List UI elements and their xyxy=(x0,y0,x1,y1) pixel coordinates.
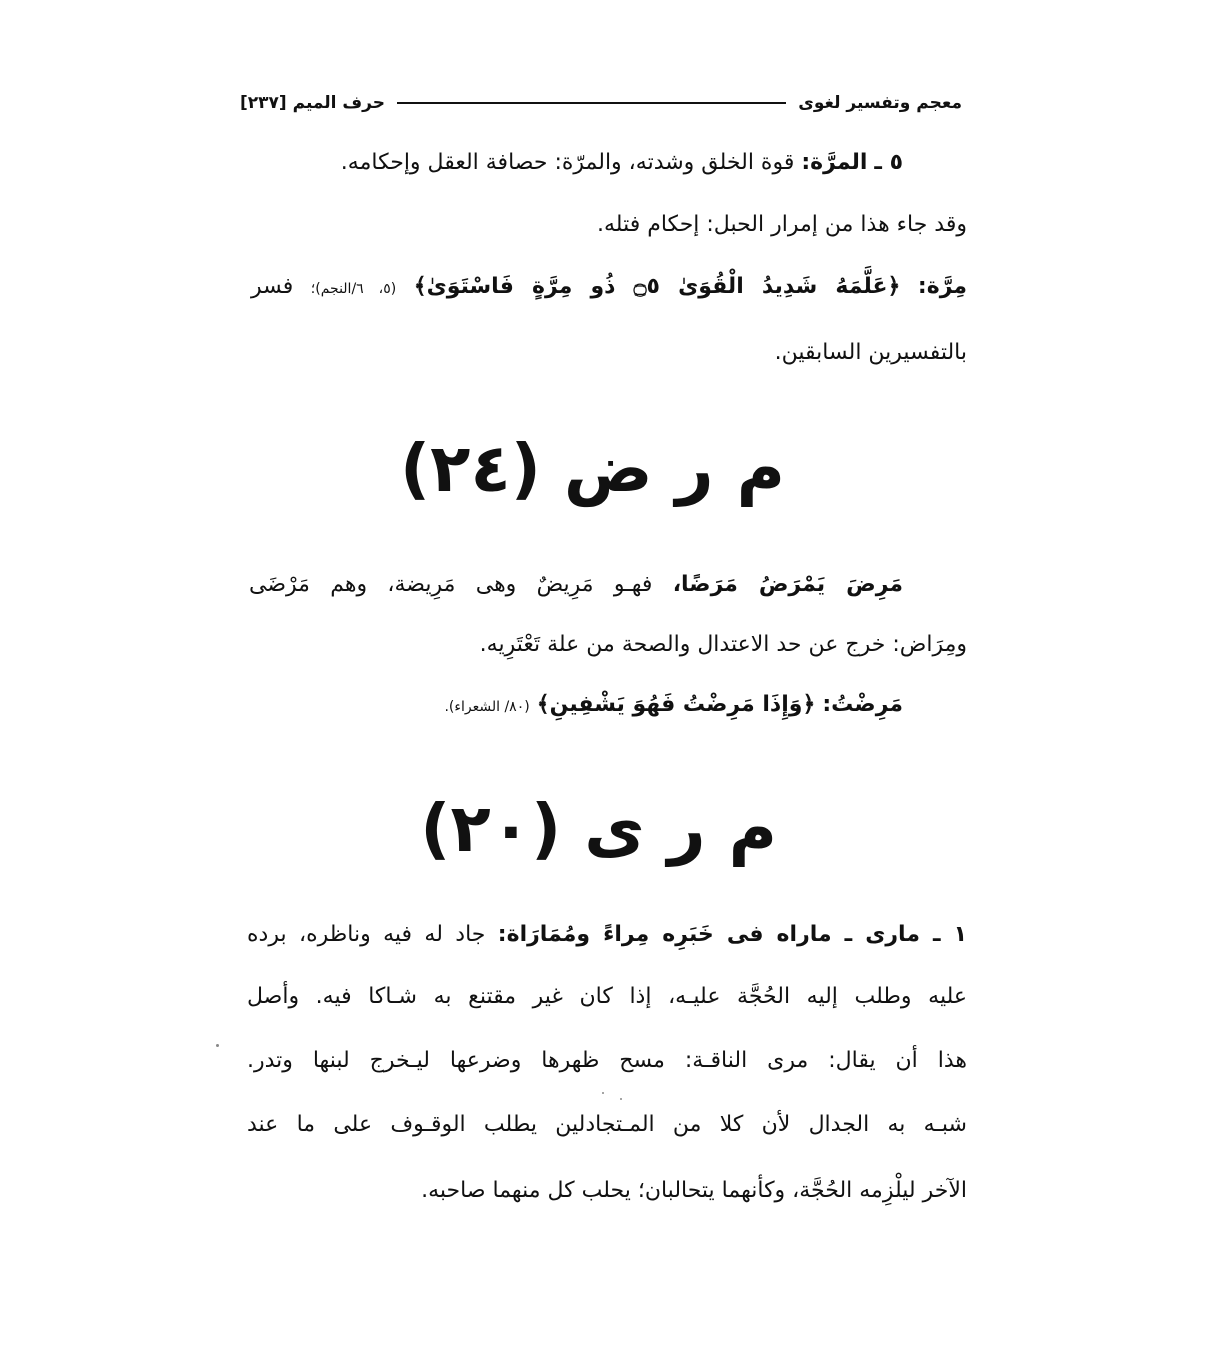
book-title: معجم وتفسير لغوى xyxy=(798,93,962,113)
definition-text: هذا أن يقال: مرى الناقـة: مسح ظهرها وضرعها ليـخرج لبنها وتدر. xyxy=(247,1048,967,1073)
scan-speck xyxy=(216,1044,219,1047)
entry-5-line-3 xyxy=(251,274,967,300)
headword: مِرَّة: xyxy=(917,274,968,299)
entry-5-line-2 xyxy=(597,212,967,238)
definition-text: عليه وطلب إليه الحُجَّة عليـه، إذا كان غير مقتنع به شـاكا فيه. وأصل xyxy=(247,984,967,1009)
verse-reference: (٨٠/ الشعراء). xyxy=(444,699,530,715)
quran-verse: ﴿وَإِذَا مَرِضْتُ فَهُوَ يَشْفِينِ﴾ xyxy=(536,692,816,717)
headword: ١ ـ مارى ـ ماراه فى خَبَرِه مِراءً ومُمَارَاة: xyxy=(497,922,967,947)
entry-number: ٥ ـ xyxy=(874,150,903,175)
root-heading-mrd: م ر ض (٢٤) xyxy=(400,430,785,507)
definition-text: فسر xyxy=(251,274,294,299)
entry-mara-line-5 xyxy=(421,1178,967,1204)
running-header xyxy=(240,88,962,118)
header-rule xyxy=(397,102,786,104)
definition-text: جاد له فيه وناظره، برده xyxy=(247,922,486,947)
root-heading-mry: م ر ى (٢٠) xyxy=(420,790,777,867)
entry-marad-line-1 xyxy=(249,572,903,598)
entry-mara-line-4 xyxy=(247,1112,967,1138)
entry-5-line-1 xyxy=(341,150,903,176)
definition-text: بالتفسيرين السابقين. xyxy=(774,340,967,365)
entry-marad-line-3 xyxy=(444,692,903,718)
headword: مَرِضْتُ: xyxy=(822,692,903,717)
entry-mara-line-2 xyxy=(247,984,967,1010)
definition-text: شبـه به الجدال لأن كلا من المـتجادلين يطلب الوقـوف على ما عند xyxy=(247,1112,967,1137)
scan-speck xyxy=(602,1092,604,1094)
definition-text: وقد جاء هذا من إمرار الحبل: إحكام فتله. xyxy=(597,212,967,237)
definition-text: فهـو مَرِيضٌ وهى مَرِيضة، وهم مَرْضَى xyxy=(249,572,653,597)
entry-mara-line-1 xyxy=(247,922,967,948)
definition-text: ومِرَاض: خرج عن حد الاعتدال والصحة من علة تَعْتَرِيه. xyxy=(479,632,967,657)
entry-marad-line-2 xyxy=(480,632,967,658)
headword: مَرِضَ يَمْرَضُ مَرَضًا، xyxy=(672,572,903,597)
scan-speck xyxy=(620,1098,622,1100)
definition-text: الآخر ليلْزِمه الحُجَّة، وكأنهما يتحالبان؛ يحلب كل منهما صاحبه. xyxy=(421,1178,967,1203)
verse-reference: (٥، ٦/النجم)؛ xyxy=(310,281,397,297)
headword: المرَّة: xyxy=(801,150,868,175)
definition-text: قوة الخلق وشدته، والمرّة: حصافة العقل وإحكامه. xyxy=(340,150,795,175)
section-page-label: حرف الميم [٢٣٧] xyxy=(240,93,385,113)
entry-5-line-4 xyxy=(775,340,967,366)
quran-verse: ﴿عَلَّمَهُ شَدِيدُ الْقُوَىٰ ۝٥ ذُو مِرَّةٍ فَاسْتَوَىٰ﴾ xyxy=(413,274,901,299)
entry-mara-line-3 xyxy=(247,1048,967,1074)
